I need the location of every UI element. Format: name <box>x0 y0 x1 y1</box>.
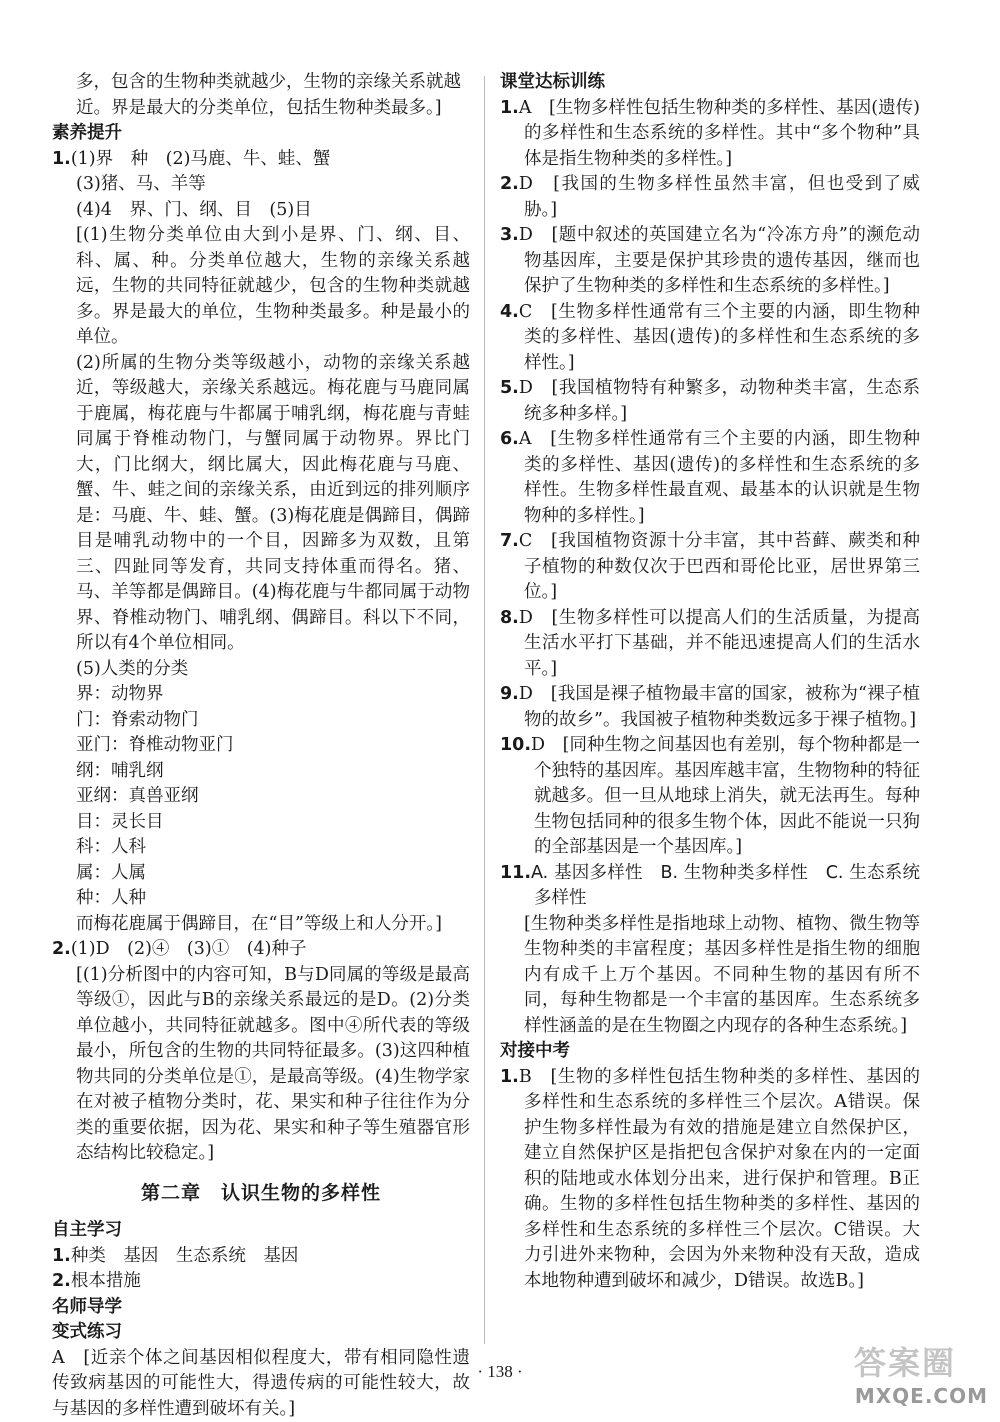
q11-answer <box>500 861 920 912</box>
ketang-item-number: 1. <box>500 98 519 118</box>
ketang-item-number: 10. <box>500 735 531 755</box>
taxon-line: 种：人种 <box>52 886 470 912</box>
zizhu-text-1: 种类 基因 生态系统 基因 <box>71 1246 299 1266</box>
duijie-text-1: B [生物的多样性包括生物种类的多样性、基因的多样性和生态系统的多样性三个层次。A错误。保护生物多样性最为有效的措施是建立自然保护区，建立自然保护区是指把包含保护对象在内的一定面积的陆地或水体划分出来，进行保护和管理。B正确。生物的多样性包括生物种类的多样性、基因的多样性和生态系统的多样性三个层次。C错误。大力引进外来物种，会因为外来物种没有天敌，造成本地物种遭到破坏和减少，D错误。故选B。] <box>519 1067 920 1291</box>
bianshi-answer: A [近亲个体之间基因相似程度大，带有相同隐性遗传致病基因的可能性大，得遗传病的可能性较大，故与基因的多样性遭到破坏有关。] <box>52 1346 470 1422</box>
q1-explanation-4: 而梅花鹿属于偶蹄目，在“目”等级上和人分开。] <box>52 912 470 938</box>
ketang-item-text: A [生物多样性包括生物种类的多样性、基因(遗传)的多样性和生态系统的多样性。其中“多个物种”具体是指生物种类的多样性。] <box>519 98 920 169</box>
chapter-title: 第二章 认识生物的多样性 <box>52 1181 470 1207</box>
q1-explanation-1: [(1)生物分类单位由大到小是界、门、纲、目、科、属、种。分类单位越大，生物的亲缘关系越远，生物的共同特征就越少，包含的生物种类就越多。界是最大的单位，生物种类最多。种是最小的单位。 <box>52 223 470 351</box>
q11-explanation: [生物种类多样性是指地球上动物、植物、微生物等生物种类的丰富程度；基因多样性是指生物的细胞内有成千上万个基因。不同种生物的基因有所不同，每种生物都是一个丰富的基因库。生态系统多样性涵盖的是在生物圈之内现存的各种生态系统。] <box>500 912 920 1040</box>
ketang-item-number: 6. <box>500 429 519 449</box>
watermark-logo <box>830 1338 990 1408</box>
duijie-number-1: 1. <box>500 1067 519 1087</box>
ketang-item <box>500 96 920 173</box>
section-heading-mingshi: 名师导学 <box>52 1295 470 1321</box>
ketang-item-number: 4. <box>500 302 519 322</box>
ketang-item-number: 8. <box>500 608 519 628</box>
q2-number: 2. <box>52 939 71 959</box>
ketang-item-text: C [我国植物资源十分丰富，其中苔藓、蕨类和种子植物的种数仅次于巴西和哥伦比亚，居世界第三位。] <box>519 531 920 602</box>
ketang-item-text: D [我国的生物多样性虽然丰富，但也受到了威胁。] <box>519 174 920 220</box>
taxon-line: 科：人科 <box>52 835 470 861</box>
taxon-line: 属：人属 <box>52 861 470 887</box>
ketang-item <box>500 427 920 529</box>
q1-explanation-3: (5)人类的分类 <box>52 657 470 683</box>
ketang-item-number: 9. <box>500 684 519 704</box>
taxon-line: 纲：哺乳纲 <box>52 759 470 785</box>
ketang-item-number: 5. <box>500 378 519 398</box>
zizhu-item-2 <box>52 1269 470 1295</box>
q1-number: 1. <box>52 149 71 169</box>
q2-answer <box>52 937 470 963</box>
ketang-item-text: C [生物多样性通常有三个主要的内涵，即生物种类的多样性、基因(遗传)的多样性和生态系统的多样性。] <box>519 302 920 373</box>
ketang-item-number: 3. <box>500 225 519 245</box>
ketang-item-number: 7. <box>500 531 519 551</box>
ketang-item-text: D [同种生物之间基因也有差别，每个物种都是一个独特的基因库。基因库越丰富，生物物种的特征就越多。但一旦从地球上消失，就无法再生。每种生物包括同种的很多生物个体，因此不能说一只狗的全部基因是一个基因库。] <box>531 735 920 857</box>
q1-answer-3: (4)4 界、门、纲、目 (5)目 <box>52 198 470 224</box>
ketang-item <box>500 300 920 377</box>
ketang-item <box>500 682 920 733</box>
column-divider <box>484 76 485 1344</box>
section-heading-duijie: 对接中考 <box>500 1039 920 1065</box>
ketang-item-text: D [生物多样性可以提高人们的生活质量，为提高生活水平打下基础，并不能迅速提高人们的生活水平。] <box>519 608 920 679</box>
taxon-line: 界：动物界 <box>52 682 470 708</box>
zizhu-number-1: 1. <box>52 1246 71 1266</box>
intro-line-2: 近。界是最大的分类单位，包括生物种类最多。] <box>52 96 470 122</box>
intro-line-1: 多，包含的生物种类就越少，生物的亲缘关系就越 <box>52 70 470 96</box>
section-heading-zizhu: 自主学习 <box>52 1218 470 1244</box>
watermark-logo-top: 答案圈 <box>854 1338 956 1384</box>
q2-answer-text: (1)D (2)④ (3)① (4)种子 <box>71 939 307 959</box>
q2-explanation: [(1)分析图中的内容可知，B与D同属的等级是最高等级①，因此与B的亲缘关系最远的是D。(2)分类单位越小，共同特征就越多。图中④所代表的等级最小，所包含的生物的共同特征最多。(3)这四种植物共同的分类单位是①，是最高等级。(4)生物学家在对被子植物分类时，花、果实和种子往往作为分类的重要依据，因为花、果实和种子等生殖器官形态结构比较稳定。] <box>52 963 470 1167</box>
taxon-line: 亚门：脊椎动物亚门 <box>52 733 470 759</box>
q11-number: 11. <box>500 863 531 883</box>
taxon-line: 目：灵长目 <box>52 810 470 836</box>
taxon-line: 亚纲：真兽亚纲 <box>52 784 470 810</box>
ketang-item-text: A [生物多样性通常有三个主要的内涵，即生物种类的多样性、基因(遗传)的多样性和生态系统的多样性。生物多样性最直观、最基本的认识就是生物物种的多样性。] <box>519 429 920 526</box>
ketang-item <box>500 172 920 223</box>
ketang-item <box>500 733 920 861</box>
ketang-item <box>500 223 920 300</box>
zizhu-item-1 <box>52 1244 470 1270</box>
duijie-item-1 <box>500 1065 920 1295</box>
zizhu-text-2: 根本措施 <box>71 1271 141 1291</box>
q1-answer-2: (3)猪、马、羊等 <box>52 172 470 198</box>
section-heading-ketang: 课堂达标训练 <box>500 70 920 96</box>
ketang-item <box>500 529 920 606</box>
watermark-logo-text: MXQE.COM <box>855 1384 988 1408</box>
section-heading-bianshi: 变式练习 <box>52 1320 470 1346</box>
left-column <box>52 70 470 1422</box>
ketang-item-text: D [我国植物特有种繁多，动物种类丰富，生态系统多种多样。] <box>519 378 920 424</box>
page-number: · 138 · <box>0 1362 1000 1382</box>
taxon-line: 门：脊索动物门 <box>52 708 470 734</box>
ketang-item-number: 2. <box>500 174 519 194</box>
ketang-item <box>500 376 920 427</box>
ketang-item-text: D [题中叙述的英国建立名为“冷冻方舟”的濒危动物基因库，主要是保护其珍贵的遗传基因，继而也保护了生物种类的多样性和生态系统的多样性。] <box>519 225 920 296</box>
q1-answer-1 <box>52 147 470 173</box>
ketang-item <box>500 606 920 683</box>
q1-explanation-2: (2)所属的生物分类等级越小，动物的亲缘关系越近，等级越大，亲缘关系越远。梅花鹿与马鹿同属于鹿属，梅花鹿与牛都属于哺乳纲，梅花鹿与青蛙同属于脊椎动物门，与蟹同属于动物界。界比门大，门比纲大，纲比属大，因此梅花鹿与马鹿、蟹、牛、蛙之间的亲缘关系，由近到远的排列顺序是：马鹿、牛、蛙、蟹。(3)梅花鹿是偶蹄目，偶蹄目是哺乳动物中的一个目，因蹄多为双数，且第三、四趾同等发育，共同支持体重而得名。猪、马、羊等都是偶蹄目。(4)梅花鹿与牛都同属于动物界、脊椎动物门、哺乳纲、偶蹄目。科以下不同，所以有4个单位相同。 <box>52 351 470 657</box>
q1-answer-text: (1)界 种 (2)马鹿、牛、蛙、蟹 <box>71 149 331 169</box>
right-column <box>500 70 920 1294</box>
ketang-item-text: D [我国是裸子植物最丰富的国家，被称为“裸子植物的故乡”。我国被子植物种类数远多于裸子植物。] <box>519 684 920 730</box>
section-heading-suyang: 素养提升 <box>52 121 470 147</box>
q11-answer-text: A. 基因多样性 B. 生物种类多样性 C. 生态系统多样性 <box>531 863 920 909</box>
zizhu-number-2: 2. <box>52 1271 71 1291</box>
